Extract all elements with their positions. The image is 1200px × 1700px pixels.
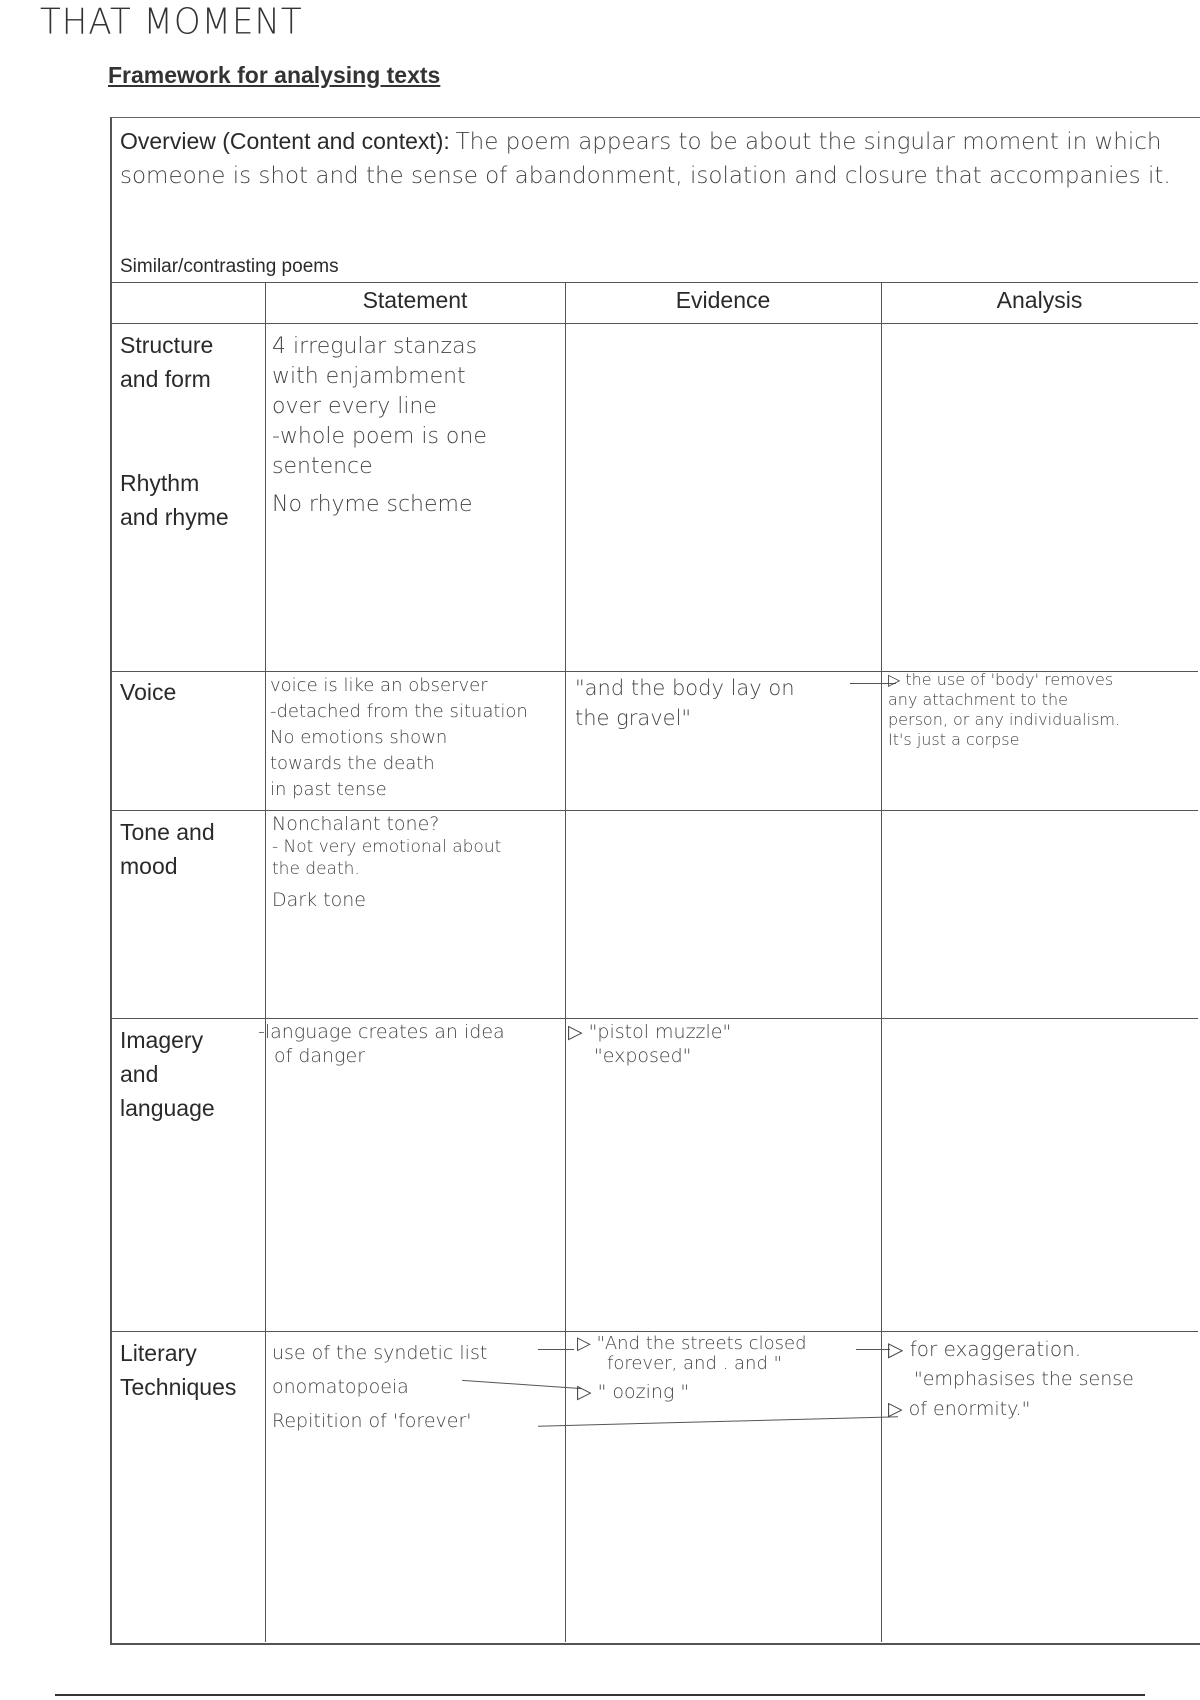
column-divider bbox=[265, 283, 266, 1642]
analysis-line: any attachment to the bbox=[888, 690, 1068, 709]
literary-statement bbox=[272, 1336, 487, 1438]
imagery-statement bbox=[258, 1020, 505, 1068]
statement-line: over every line bbox=[272, 394, 437, 419]
overview-label: Overview (Content and context): bbox=[120, 128, 450, 154]
voice-statement bbox=[270, 673, 528, 803]
statement-line: - Not very emotional about bbox=[272, 837, 502, 857]
analysis-line: "emphasises the sense bbox=[914, 1368, 1134, 1390]
row-label-line: Structure bbox=[120, 332, 214, 358]
overview-section bbox=[120, 124, 1190, 193]
row-label-literary bbox=[120, 1336, 236, 1404]
overview-text: The poem appears to be about the singular moment in which someone is shot and the sense of abandonment, isolation and closure that accompanies it. bbox=[120, 129, 1171, 189]
statement-line: -whole poem is one bbox=[272, 424, 487, 449]
row-label-line: mood bbox=[120, 853, 178, 879]
statement-line: voice is like an observer bbox=[270, 675, 488, 696]
header-top-rule bbox=[110, 282, 1198, 283]
statement-line: Dark tone bbox=[272, 889, 366, 911]
row-label-line: Imagery bbox=[120, 1027, 204, 1053]
row-label-imagery bbox=[120, 1023, 215, 1125]
row-divider bbox=[110, 1331, 1198, 1332]
voice-evidence bbox=[575, 673, 795, 733]
statement-line: Repitition of 'forever' bbox=[272, 1410, 472, 1432]
literary-analysis bbox=[888, 1334, 1134, 1424]
row-label-line: language bbox=[120, 1095, 215, 1121]
document-title: Framework for analysing texts bbox=[108, 62, 441, 88]
statement-line: Nonchalant tone? bbox=[272, 813, 440, 835]
evidence-line: "exposed" bbox=[594, 1045, 692, 1067]
statement-line: 4 irregular stanzas bbox=[272, 334, 478, 359]
statement-line: with enjambment bbox=[272, 364, 466, 389]
evidence-line: ▷ " oozing " bbox=[577, 1381, 690, 1403]
column-divider bbox=[565, 283, 566, 1642]
evidence-line: the gravel" bbox=[575, 706, 692, 730]
structure-statement bbox=[272, 332, 487, 520]
analysis-line: It's just a corpse bbox=[888, 730, 1020, 749]
header-bottom-rule bbox=[110, 323, 1198, 324]
row-label-rhythm bbox=[120, 466, 229, 534]
row-label-structure bbox=[120, 328, 213, 396]
row-label-line: and form bbox=[120, 366, 211, 392]
statement-line: sentence bbox=[272, 454, 373, 479]
statement-line: -detached from the situation bbox=[270, 701, 528, 722]
statement-line: of danger bbox=[274, 1045, 366, 1067]
imagery-evidence bbox=[568, 1020, 731, 1068]
literary-evidence bbox=[577, 1334, 807, 1402]
evidence-line: forever, and . and " bbox=[607, 1353, 782, 1374]
analysis-line: ▷ of enormity." bbox=[888, 1398, 1031, 1420]
similar-poems-label: Similar/contrasting poems bbox=[120, 256, 339, 277]
evidence-line: ▷ "And the streets closed bbox=[577, 1333, 807, 1354]
arrow-connector bbox=[538, 1349, 574, 1350]
statement-line: the death. bbox=[272, 859, 360, 879]
voice-analysis bbox=[888, 670, 1120, 750]
column-divider bbox=[881, 283, 882, 1642]
evidence-line: "and the body lay on bbox=[575, 676, 795, 700]
statement-line: No rhyme scheme bbox=[272, 492, 473, 517]
bottom-rule bbox=[55, 1694, 1145, 1696]
row-label-line: and bbox=[120, 1061, 159, 1087]
arrow-connector bbox=[856, 1349, 890, 1350]
statement-line: onomatopoeia bbox=[272, 1376, 409, 1398]
statement-line: in past tense bbox=[270, 779, 387, 800]
row-label-line: Techniques bbox=[120, 1374, 237, 1400]
column-header-evidence: Evidence bbox=[675, 287, 771, 313]
row-label-line: Tone and bbox=[120, 819, 215, 845]
analysis-line: ▷ the use of 'body' removes bbox=[888, 670, 1114, 689]
statement-line: No emotions shown bbox=[270, 727, 448, 748]
handwritten-title: THAT MOMENT bbox=[40, 1, 303, 43]
row-label-tone bbox=[120, 815, 215, 883]
row-divider bbox=[110, 810, 1198, 811]
statement-line: towards the death bbox=[270, 753, 435, 774]
row-label-line: Literary bbox=[120, 1340, 197, 1366]
row-divider bbox=[110, 1018, 1198, 1019]
statement-line: use of the syndetic list bbox=[272, 1342, 488, 1364]
analysis-line: ▷ for exaggeration. bbox=[888, 1337, 1082, 1361]
row-label-line: Rhythm bbox=[120, 470, 200, 496]
row-label-voice: Voice bbox=[120, 679, 177, 705]
evidence-line: ▷ "pistol muzzle" bbox=[568, 1021, 732, 1043]
column-header-statement: Statement bbox=[362, 287, 468, 313]
column-header-analysis: Analysis bbox=[996, 287, 1083, 313]
tone-statement bbox=[272, 812, 501, 914]
analysis-line: person, or any individualism. bbox=[888, 710, 1121, 729]
statement-line: -language creates an idea bbox=[258, 1021, 505, 1043]
row-label-line: and rhyme bbox=[120, 504, 229, 530]
